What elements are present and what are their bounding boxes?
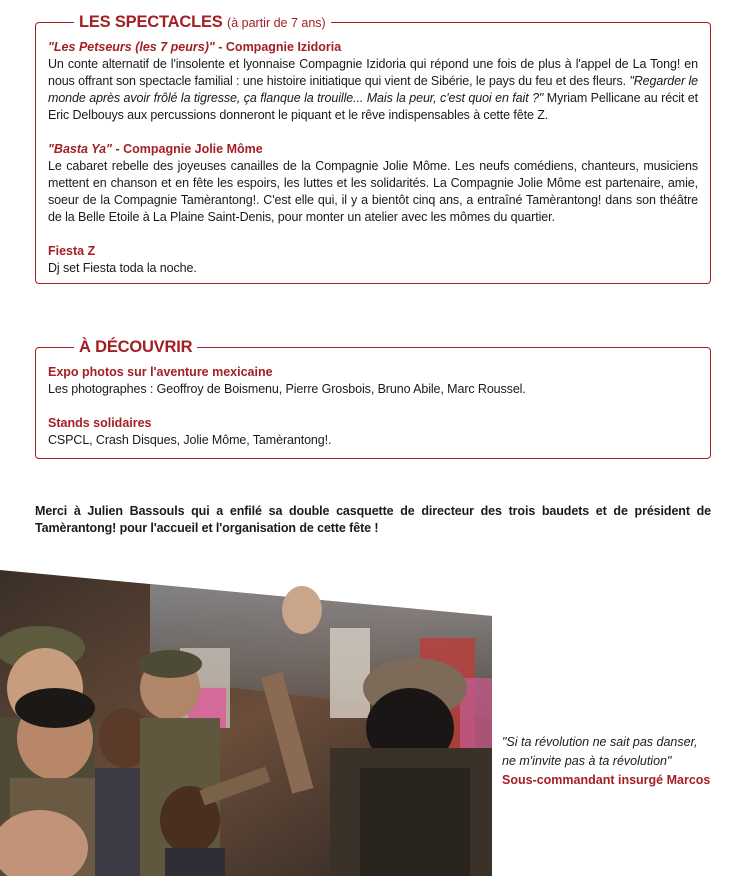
show-entry-petseurs [48,39,698,124]
show-entry-fiesta [48,243,698,277]
show-description-quote: "Regarder le monde après avoir frôlé la tigresse, ça flanque la trouille... Mais la peur, c'est quoi en fait ?" [48,74,698,105]
show-title-italic: "Les Petseurs (les 7 peurs)" [48,40,215,54]
show-title [48,141,698,158]
decouvrir-section [35,338,711,459]
decouvrir-title: À DÉCOUVRIR [79,338,193,356]
discover-entry-expo [48,364,698,398]
spectacles-heading [74,11,331,34]
quote-line-2: ne m'invite pas à ta révolution" [502,754,672,768]
show-description [48,56,698,124]
show-company: - Compagnie Jolie Môme [111,142,263,156]
show-title: Fiesta Z [48,244,96,258]
spectacles-title: LES SPECTACLES [79,13,223,31]
crowd-photo [0,568,492,876]
show-description: Le cabaret rebelle des joyeuses canailles de la Compagnie Jolie Môme. Les neufs comédiens, chanteurs, musiciens mettent en chanson et en fête les espoirs, les luttes et les solidarités. La Compagnie Jolie Môme est partenaire, amie, soeur de la Compagnie Tamèrantong!. C'est elle qui, il y a bientôt cinq ans, a entraîné Tamèrantong! dans son théâtre de la Belle Etoile à La Plaine Saint-Denis, pour monter un atelier avec les mômes du quartier. [48,159,698,224]
quote-block [502,733,712,790]
quote-line-1: "Si ta révolution ne sait pas danser, [502,735,698,749]
show-description-text-end: Myriam Pellicane au récit et Eric Delbouys aux percussions donneront le piquant et le rêve indispensables à cette fête Z. [48,91,698,122]
thanks-paragraph: Merci à Julien Bassouls qui a enfilé sa double casquette de directeur des trois baudets et de président de Tamèrantong! pour l'accueil et l'organisation de cette fête ! [35,504,711,535]
show-description-text: Un conte alternatif de l'insolente et lyonnaise Compagnie Izidoria qui répond une fois de plus à l'appel de La Tong! en nous offrant son spectacle familial : une histoire initiatique qui vient de Sibérie, le pays du feu et des fleurs. [48,57,698,88]
discover-description: CSPCL, Crash Disques, Jolie Môme, Tamèrantong!. [48,433,332,447]
discover-description: Les photographes : Geoffroy de Boismenu, Pierre Grosbois, Bruno Abile, Marc Roussel. [48,382,526,396]
crowd-photo-image [0,568,492,876]
show-title [48,39,698,56]
discover-title: Expo photos sur l'aventure mexicaine [48,365,273,379]
show-entry-basta-ya [48,141,698,226]
decouvrir-heading [74,336,197,359]
discover-entry-stands [48,415,698,449]
show-title-italic: "Basta Ya" [48,142,112,156]
quote-author: Sous-commandant insurgé Marcos [502,773,711,787]
spectacles-subtitle: (à partir de 7 ans) [227,16,326,30]
discover-title: Stands solidaires [48,416,152,430]
show-description: Dj set Fiesta toda la noche. [48,261,197,275]
spectacles-section [35,13,711,284]
show-company: - Compagnie Izidoria [214,40,342,54]
